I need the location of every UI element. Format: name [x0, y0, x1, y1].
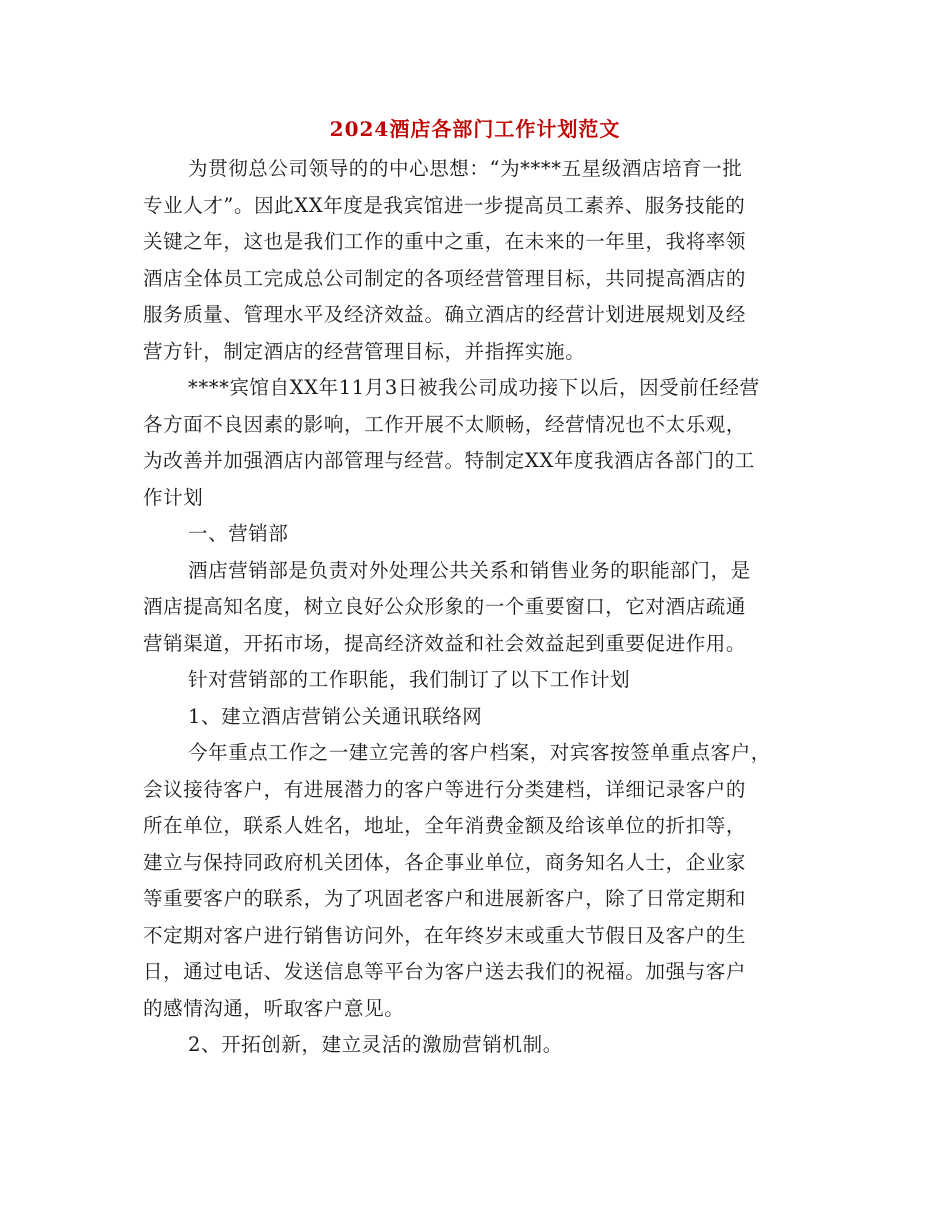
document-title: 2024酒店各部门工作计划范文	[329, 117, 621, 141]
text-line: 2、开拓创新，建立灵活的激励营销机制。	[188, 1033, 563, 1056]
text-line: 为贯彻总公司领导的的中心思想：“为****五星级酒店培育一批	[188, 157, 743, 180]
text-line: 为改善并加强酒店内部管理与经营。特制定XX年度我酒店各部门的工	[143, 449, 755, 472]
text-line: 不定期对客户进行销售访问外，在年终岁末或重大节假日及客户的生	[143, 923, 747, 947]
text-line: 等重要客户的联系，为了巩固老客户和进展新客户，除了日常定期和	[143, 887, 747, 910]
text-line: 酒店全体员工完成总公司制定的各项经营管理目标，共同提高酒店的	[143, 266, 747, 290]
text-line: 服务质量、管理水平及经济效益。确立酒店的经营计划进展规划及经	[143, 303, 747, 326]
text-line: 的感情沟通，听取客户意见。	[143, 996, 405, 1020]
text-line: 酒店提高知名度，树立良好公众形象的一个重要窗口，它对酒店疏通	[143, 595, 747, 618]
text-line: 会议接待客户，有进展潜力的客户等进行分类建档，详细记录客户的	[143, 777, 747, 801]
text-line: 营销渠道，开拓市场，提高经济效益和社会效益起到重要促进作用。	[143, 631, 747, 655]
document-body	[143, 151, 813, 1064]
text-line: 针对营销部的工作职能，我们制订了以下工作计划	[188, 668, 631, 691]
text-line: 建立与保持同政府机关团体，各企事业单位，商务知名人士，企业家	[143, 850, 747, 874]
text-line: 今年重点工作之一建立完善的客户档案，对宾客按签单重点客户，	[188, 741, 771, 764]
text-line: 专业人才”。因此XX年度是我宾馆进一步提高员工素养、服务技能的	[143, 193, 746, 217]
text-line: 作计划	[143, 485, 204, 509]
text-line: 酒店营销部是负责对外处理公共关系和销售业务的职能部门，是	[188, 558, 751, 582]
text-line: 1、建立酒店营销公关通讯联络网	[188, 704, 483, 728]
text-line: 所在单位，联系人姓名，地址，全年消费金额及给该单位的折扣等，	[143, 814, 747, 837]
text-line: 营方针，制定酒店的经营管理目标，并指挥实施。	[143, 339, 586, 363]
text-line: 各方面不良因素的影响，工作开展不太顺畅，经营情况也不太乐观，	[143, 412, 747, 436]
text-line: 日，通过电话、发送信息等平台为客户送去我们的祝福。加强与客户	[143, 960, 747, 983]
text-line: ****宾馆自XX年11月3日被我公司成功接下以后，因受前任经营	[188, 376, 760, 399]
text-line: 关键之年，这也是我们工作的重中之重，在未来的一年里，我将率领	[143, 230, 747, 253]
text-line: 一、营销部	[188, 522, 289, 545]
